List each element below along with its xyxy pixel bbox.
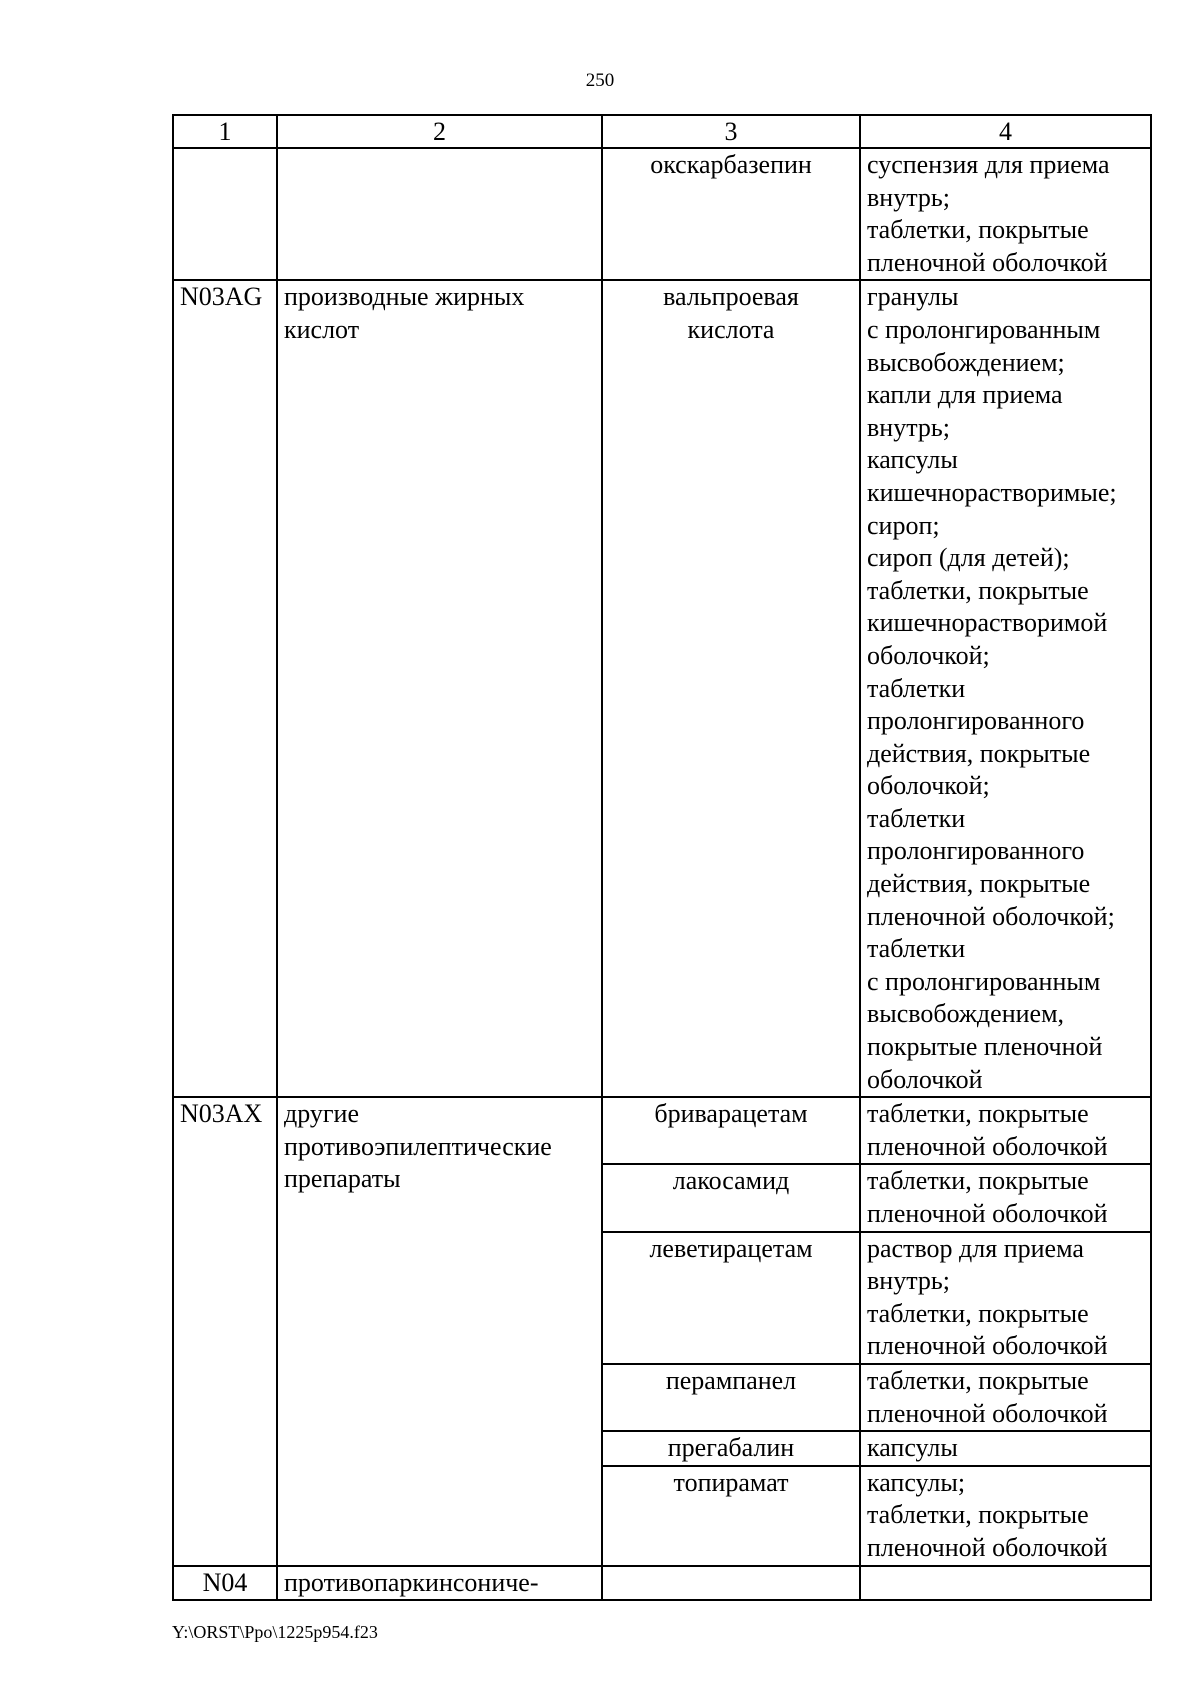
dosage-forms-cell: [860, 1164, 1151, 1231]
column-header-4: 4: [860, 115, 1151, 148]
dosage-form-line: сироп;: [867, 510, 940, 540]
dosage-form-line: таблетки: [867, 673, 966, 703]
dosage-form-line: капли для приема: [867, 380, 1063, 410]
dosage-form-line: пленочной оболочкой: [867, 1131, 1108, 1161]
column-header-1: 1: [173, 115, 277, 148]
dosage-form-line: пленочной оболочкой: [867, 1532, 1108, 1562]
group-cell: противопаркинсониче-: [277, 1566, 602, 1601]
dosage-form-line: кишечнорастворимой: [867, 608, 1108, 638]
dosage-forms-cell: [860, 280, 1151, 1097]
group-cell: [277, 280, 602, 1097]
dosage-forms-cell: [860, 1097, 1151, 1164]
code-cell: N04: [173, 1566, 277, 1601]
group-line: производные жирных: [284, 282, 525, 312]
dosage-form-line: таблетки, покрытые: [867, 575, 1089, 605]
dosage-form-line: оболочкой: [867, 1064, 983, 1094]
page-number: 250: [585, 70, 615, 91]
dosage-form-line: кишечнорастворимые;: [867, 477, 1117, 507]
dosage-form-line: капсулы;: [867, 1467, 966, 1497]
dosage-forms-cell: [860, 1431, 1151, 1466]
dosage-form-line: высвобождением,: [867, 999, 1065, 1029]
dosage-form-line: таблетки, покрытые: [867, 215, 1089, 245]
dosage-form-line: пленочной оболочкой: [867, 1199, 1108, 1228]
dosage-form-line: оболочкой;: [867, 640, 990, 670]
dosage-forms-cell: [860, 1364, 1151, 1431]
code-cell: N03AX: [173, 1097, 277, 1565]
dosage-forms-cell: [860, 148, 1151, 280]
dosage-form-line: пленочной оболочкой: [867, 1331, 1108, 1361]
dosage-form-line: высвобождением;: [867, 347, 1065, 377]
dosage-form-line: внутрь;: [867, 412, 950, 442]
group-line: другие: [284, 1099, 360, 1129]
code-cell: N03AG: [173, 280, 277, 1097]
substance-line: вальпроевая: [663, 282, 799, 312]
medication-table: [172, 114, 1152, 1601]
dosage-form-line: с пролонгированным: [867, 966, 1101, 996]
dosage-form-line: с пролонгированным: [867, 314, 1101, 344]
dosage-form-line: пролонгированного: [867, 836, 1085, 866]
dosage-form-line: раствор для приема: [867, 1233, 1084, 1263]
substance-cell: бриварацетам: [602, 1097, 860, 1164]
dosage-form-line: таблетки, покрытые: [867, 1298, 1089, 1328]
dosage-form-line: таблетки: [867, 803, 966, 833]
dosage-form-line: пленочной оболочкой: [867, 1398, 1108, 1428]
substance-cell: окскарбазепин: [602, 148, 860, 280]
dosage-form-line: покрытые пленочной: [867, 1032, 1103, 1062]
substance-cell: перампанел: [602, 1364, 860, 1431]
substance-cell: [602, 280, 860, 1097]
dosage-forms-cell: [860, 1466, 1151, 1566]
dosage-form-line: капсулы: [867, 1433, 958, 1463]
table-row-brivaracetam: [173, 1097, 1151, 1164]
substance-cell: леветирацетам: [602, 1232, 860, 1364]
dosage-forms-cell: [860, 1566, 1151, 1601]
dosage-form-line: пленочной оболочкой: [867, 247, 1108, 277]
table-row-n04: [173, 1566, 1151, 1601]
dosage-form-line: таблетки, покрытые: [867, 1365, 1089, 1395]
dosage-form-line: пленочной оболочкой;: [867, 901, 1115, 931]
dosage-form-line: оболочкой;: [867, 771, 990, 801]
column-header-2: 2: [277, 115, 602, 148]
code-cell: [173, 148, 277, 280]
dosage-form-line: суспензия для приема: [867, 150, 1110, 179]
table-row-oxcarbazepine: [173, 148, 1151, 280]
group-cell: [277, 148, 602, 280]
dosage-form-line: таблетки, покрытые: [867, 1166, 1089, 1196]
substance-cell: топирамат: [602, 1466, 860, 1566]
group-line: кислот: [284, 314, 360, 344]
substance-cell: лакосамид: [602, 1164, 860, 1231]
group-cell: [277, 1097, 602, 1565]
file-path-footer: Y:\ORST\Ppo\1225p954.f23: [172, 1622, 378, 1642]
dosage-form-line: сироп (для детей);: [867, 543, 1070, 573]
substance-cell: прегабалин: [602, 1431, 860, 1466]
dosage-form-line: внутрь;: [867, 1266, 950, 1296]
group-line: препараты: [284, 1164, 401, 1194]
dosage-form-line: капсулы: [867, 445, 958, 475]
column-header-3: 3: [602, 115, 860, 148]
dosage-form-line: внутрь;: [867, 182, 950, 212]
group-line: противоэпилептические: [284, 1131, 552, 1161]
substance-cell: [602, 1566, 860, 1601]
dosage-form-line: гранулы: [867, 282, 959, 312]
dosage-forms-cell: [860, 1232, 1151, 1364]
dosage-form-line: таблетки, покрытые: [867, 1099, 1089, 1129]
table-row-n03ag: [173, 280, 1151, 1097]
dosage-form-line: действия, покрытые: [867, 738, 1091, 768]
table-header-row: [173, 115, 1151, 148]
dosage-form-line: таблетки: [867, 934, 966, 964]
dosage-form-line: таблетки, покрытые: [867, 1500, 1089, 1530]
dosage-form-line: пролонгированного: [867, 706, 1085, 736]
substance-line: кислота: [687, 314, 775, 344]
dosage-form-line: действия, покрытые: [867, 869, 1091, 899]
